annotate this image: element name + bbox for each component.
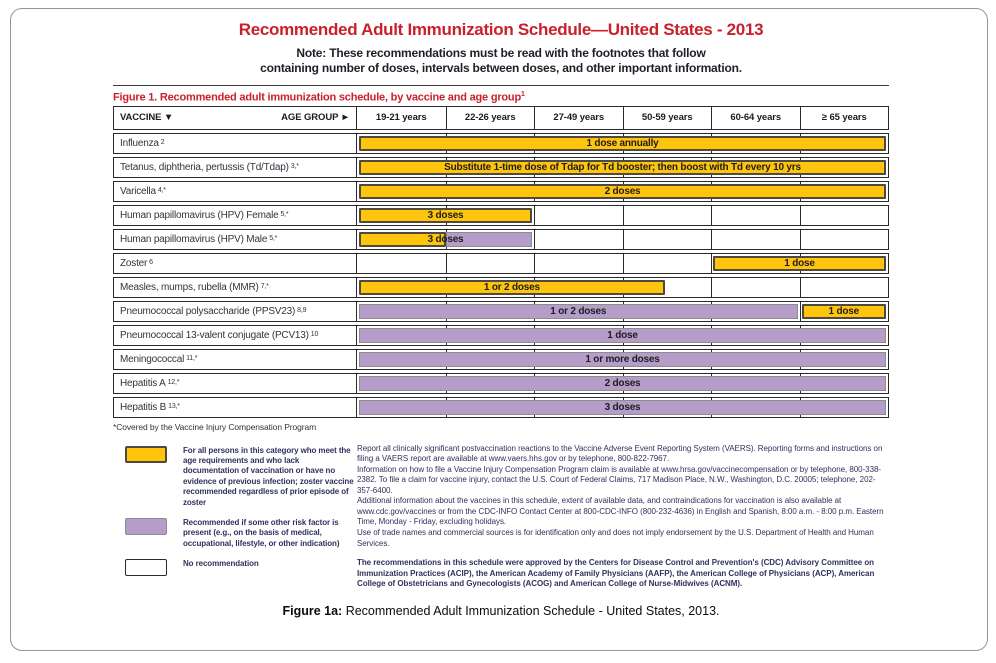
vaccine-name-text: Hepatitis A [120,377,166,389]
info-block [357,442,889,590]
age-cell [623,254,712,273]
age-cell [534,254,623,273]
vaccine-row [113,205,889,226]
vaccine-row [113,349,889,370]
age-column-header: 19-21 years [375,112,427,124]
table-header-vaccine-cell [114,107,357,129]
bottom-section [113,442,889,590]
vaccine-name: Human papillomavirus (HPV) Male 5,* [114,230,357,249]
age-cells [357,374,888,393]
age-cells [357,206,888,225]
age-cells [357,182,888,201]
legend-text: No recommendation [183,559,259,569]
vaccine-name: Measles, mumps, rubella (MMR) 7,* [114,278,357,297]
vaccine-row [113,277,889,298]
dose-bar: 3 doses [359,208,532,223]
figure-caption [113,604,889,618]
vaccine-header-label: VACCINE ▼ [120,112,174,124]
table-footnote: *Covered by the Vaccine Injury Compensation Program [113,421,317,432]
age-cell [446,254,535,273]
vaccine-row [113,133,889,154]
vaccine-name: Meningococcal 11,* [114,350,357,369]
dose-bar: 1 dose [713,256,886,271]
vaccine-name-text: Varicella [120,185,156,197]
vaccine-row [113,181,889,202]
dose-bar: 2 doses [359,184,886,199]
vaccine-row [113,325,889,346]
note-line-1: Note: These recommendations must be read with the footnotes that follow [296,46,706,60]
info-paragraph: Additional information about the vaccines in this schedule, extent of available data, and contraindications for vaccination is also available at www.cdc.gov/vaccines or from the CDC-INFO Contact Center at 800-CDC-INFO (800-232-4636) in English and Spanish, 8:00 a.m. - 8:00 p.m. Eastern Time, Monday - Friday, excluding holidays. [357,496,884,527]
vaccine-row [113,301,889,322]
legend-swatch-white [125,559,167,576]
vaccine-name-text: Measles, mumps, rubella (MMR) [120,281,259,293]
figure-content [113,18,889,618]
age-cell [711,230,800,249]
vaccine-name-text: Meningococcal [120,353,185,365]
age-cells [357,326,888,345]
vaccine-name-text: Pneumococcal 13-valent conjugate (PCV13) [120,329,309,341]
age-column-header: 22-26 years [446,107,535,129]
dose-bar: 3 doses [359,400,886,415]
figure-heading: Figure 1. Recommended adult immunization schedule, by vaccine and age group$^1$ [113,91,525,104]
age-cells [357,398,888,417]
vaccine-name: Pneumococcal polysaccharide (PPSV23) 8,9 [114,302,357,321]
age-column-header: 50-59 years [623,107,712,129]
age-column-header: ≥ 65 years [800,107,889,129]
vaccine-name-text: Influenza [120,137,159,149]
dose-bar: 1 or 2 doses [359,280,665,295]
age-cell [357,254,446,273]
vaccine-row [113,373,889,394]
info-paragraph: Use of trade names and commercial sources is for identification only and does not imply endorsement by the U.S. Department of Health and Human Services. [357,528,874,548]
vaccine-row [113,397,889,418]
age-cells [357,350,888,369]
age-cells [357,254,888,273]
vaccine-name: Hepatitis A 12,* [114,374,357,393]
age-cells [357,158,888,177]
legend-item [125,446,357,508]
vaccine-row [113,229,889,250]
age-header-area [357,107,888,129]
table-header-row [113,106,889,130]
legend-item [125,559,357,576]
vaccine-name: Tetanus, diphtheria, pertussis (Td/Tdap) 3,* [114,158,357,177]
page-title: Recommended Adult Immunization Schedule—United States - 2013 [238,20,764,39]
dose-bar: 1 dose annually [359,136,886,151]
age-cells [357,230,888,249]
vaccine-name-text: Zoster [120,257,148,269]
age-cell [711,278,800,297]
age-cell [800,206,889,225]
dose-bar-label: 3 doses [427,233,464,245]
age-cell [534,206,623,225]
vaccine-name: Influenza 2 [114,134,357,153]
dose-bar: 2 doses [359,376,886,391]
info-paragraph: Information on how to file a Vaccine Injury Compensation Program claim is available at www.hrsa.gov/vaccinecompensation or by telephone, 800-338-2382. To file a claim for vaccine injury, contact the U.S. Court of Federal Claims, 717 Madison Place, N.W., Washington, D.C. 20005; telephone, 202-357-6400. [357,464,881,495]
age-cell [800,230,889,249]
vaccine-name-text: Pneumococcal polysaccharide (PPSV23) [120,305,296,317]
age-cell [623,206,712,225]
vaccine-name-text: Tetanus, diphtheria, pertussis (Td/Tdap) [120,161,289,173]
dose-bar: 1 or more doses [359,352,886,367]
dose-bar: Substitute 1-time dose of Tdap for Td booster; then boost with Td every 10 yrs [359,160,886,175]
dose-bar: 1 or 2 doses [359,304,798,319]
vaccine-name: Zoster 6 [114,254,357,273]
age-column-header: 60-64 years [711,107,800,129]
vaccine-row [113,157,889,178]
vaccine-name: Pneumococcal 13-valent conjugate (PCV13) 10 [114,326,357,345]
note-line-2: containing number of doses, intervals between doses, and other important information. [260,61,742,75]
age-cells [357,278,888,297]
vaccine-name-text: Human papillomavirus (HPV) Male [120,233,268,245]
caption-label: Figure 1a: [282,603,343,618]
legend-text: For all persons in this category who meet the age requirements and who lack documentation of vaccination or have no evidence of previous infection; zoster vaccine recommended regardless of prior episode of zoster [183,445,354,507]
legend-swatch-purple [125,518,167,535]
age-group-header-label: AGE GROUP ► [281,112,350,124]
divider-rule [113,85,889,86]
legend-swatch-yellow [125,446,167,463]
dose-bar: 1 dose [359,328,886,343]
info-paragraph: Report all clinically significant postvaccination reactions to the Vaccine Adverse Event Reporting System (VAERS). Reporting forms and instructions on filing a VAERS report are available at www.vaers.hhs.gov or by telephone, 800-822-7967. [357,443,883,464]
vaccine-row [113,253,889,274]
vaccine-name: Human papillomavirus (HPV) Female 5,* [114,206,357,225]
vaccine-name-text: Human papillomavirus (HPV) Female [120,209,279,221]
age-cell [534,230,623,249]
age-cells [357,134,888,153]
age-cell [711,206,800,225]
approval-paragraph: The recommendations in this schedule were approved by the Centers for Disease Control and Prevention's (CDC) Advisory Committee on Immunization Practices (ACIP), the American Academy of Family Physicians (AAFP), the American College of Physicians (ACP), American College of Obstetricians and Gynecologists (ACOG) and American College of Nurse-Midwives (ACNM). [357,558,875,589]
caption-text: Recommended Adult Immunization Schedule - United States, 2013. [342,603,720,618]
legend [113,442,357,590]
age-cells [357,302,888,321]
vaccine-name: Hepatitis B 13,* [114,398,357,417]
age-cell [800,278,889,297]
legend-item [125,518,357,549]
age-column-header: 27-49 years [534,107,623,129]
schedule-rows [113,133,889,418]
vaccine-name-text: Hepatitis B [120,401,167,413]
vaccine-name: Varicella 4,* [114,182,357,201]
dose-bar: 1 dose [802,304,887,319]
figure-heading-footnote-mark: 1 [520,91,525,98]
age-cell [623,230,712,249]
legend-text: Recommended if some other risk factor is present (e.g., on the basis of medical, occupational, lifestyle, or other indication) [183,518,340,548]
